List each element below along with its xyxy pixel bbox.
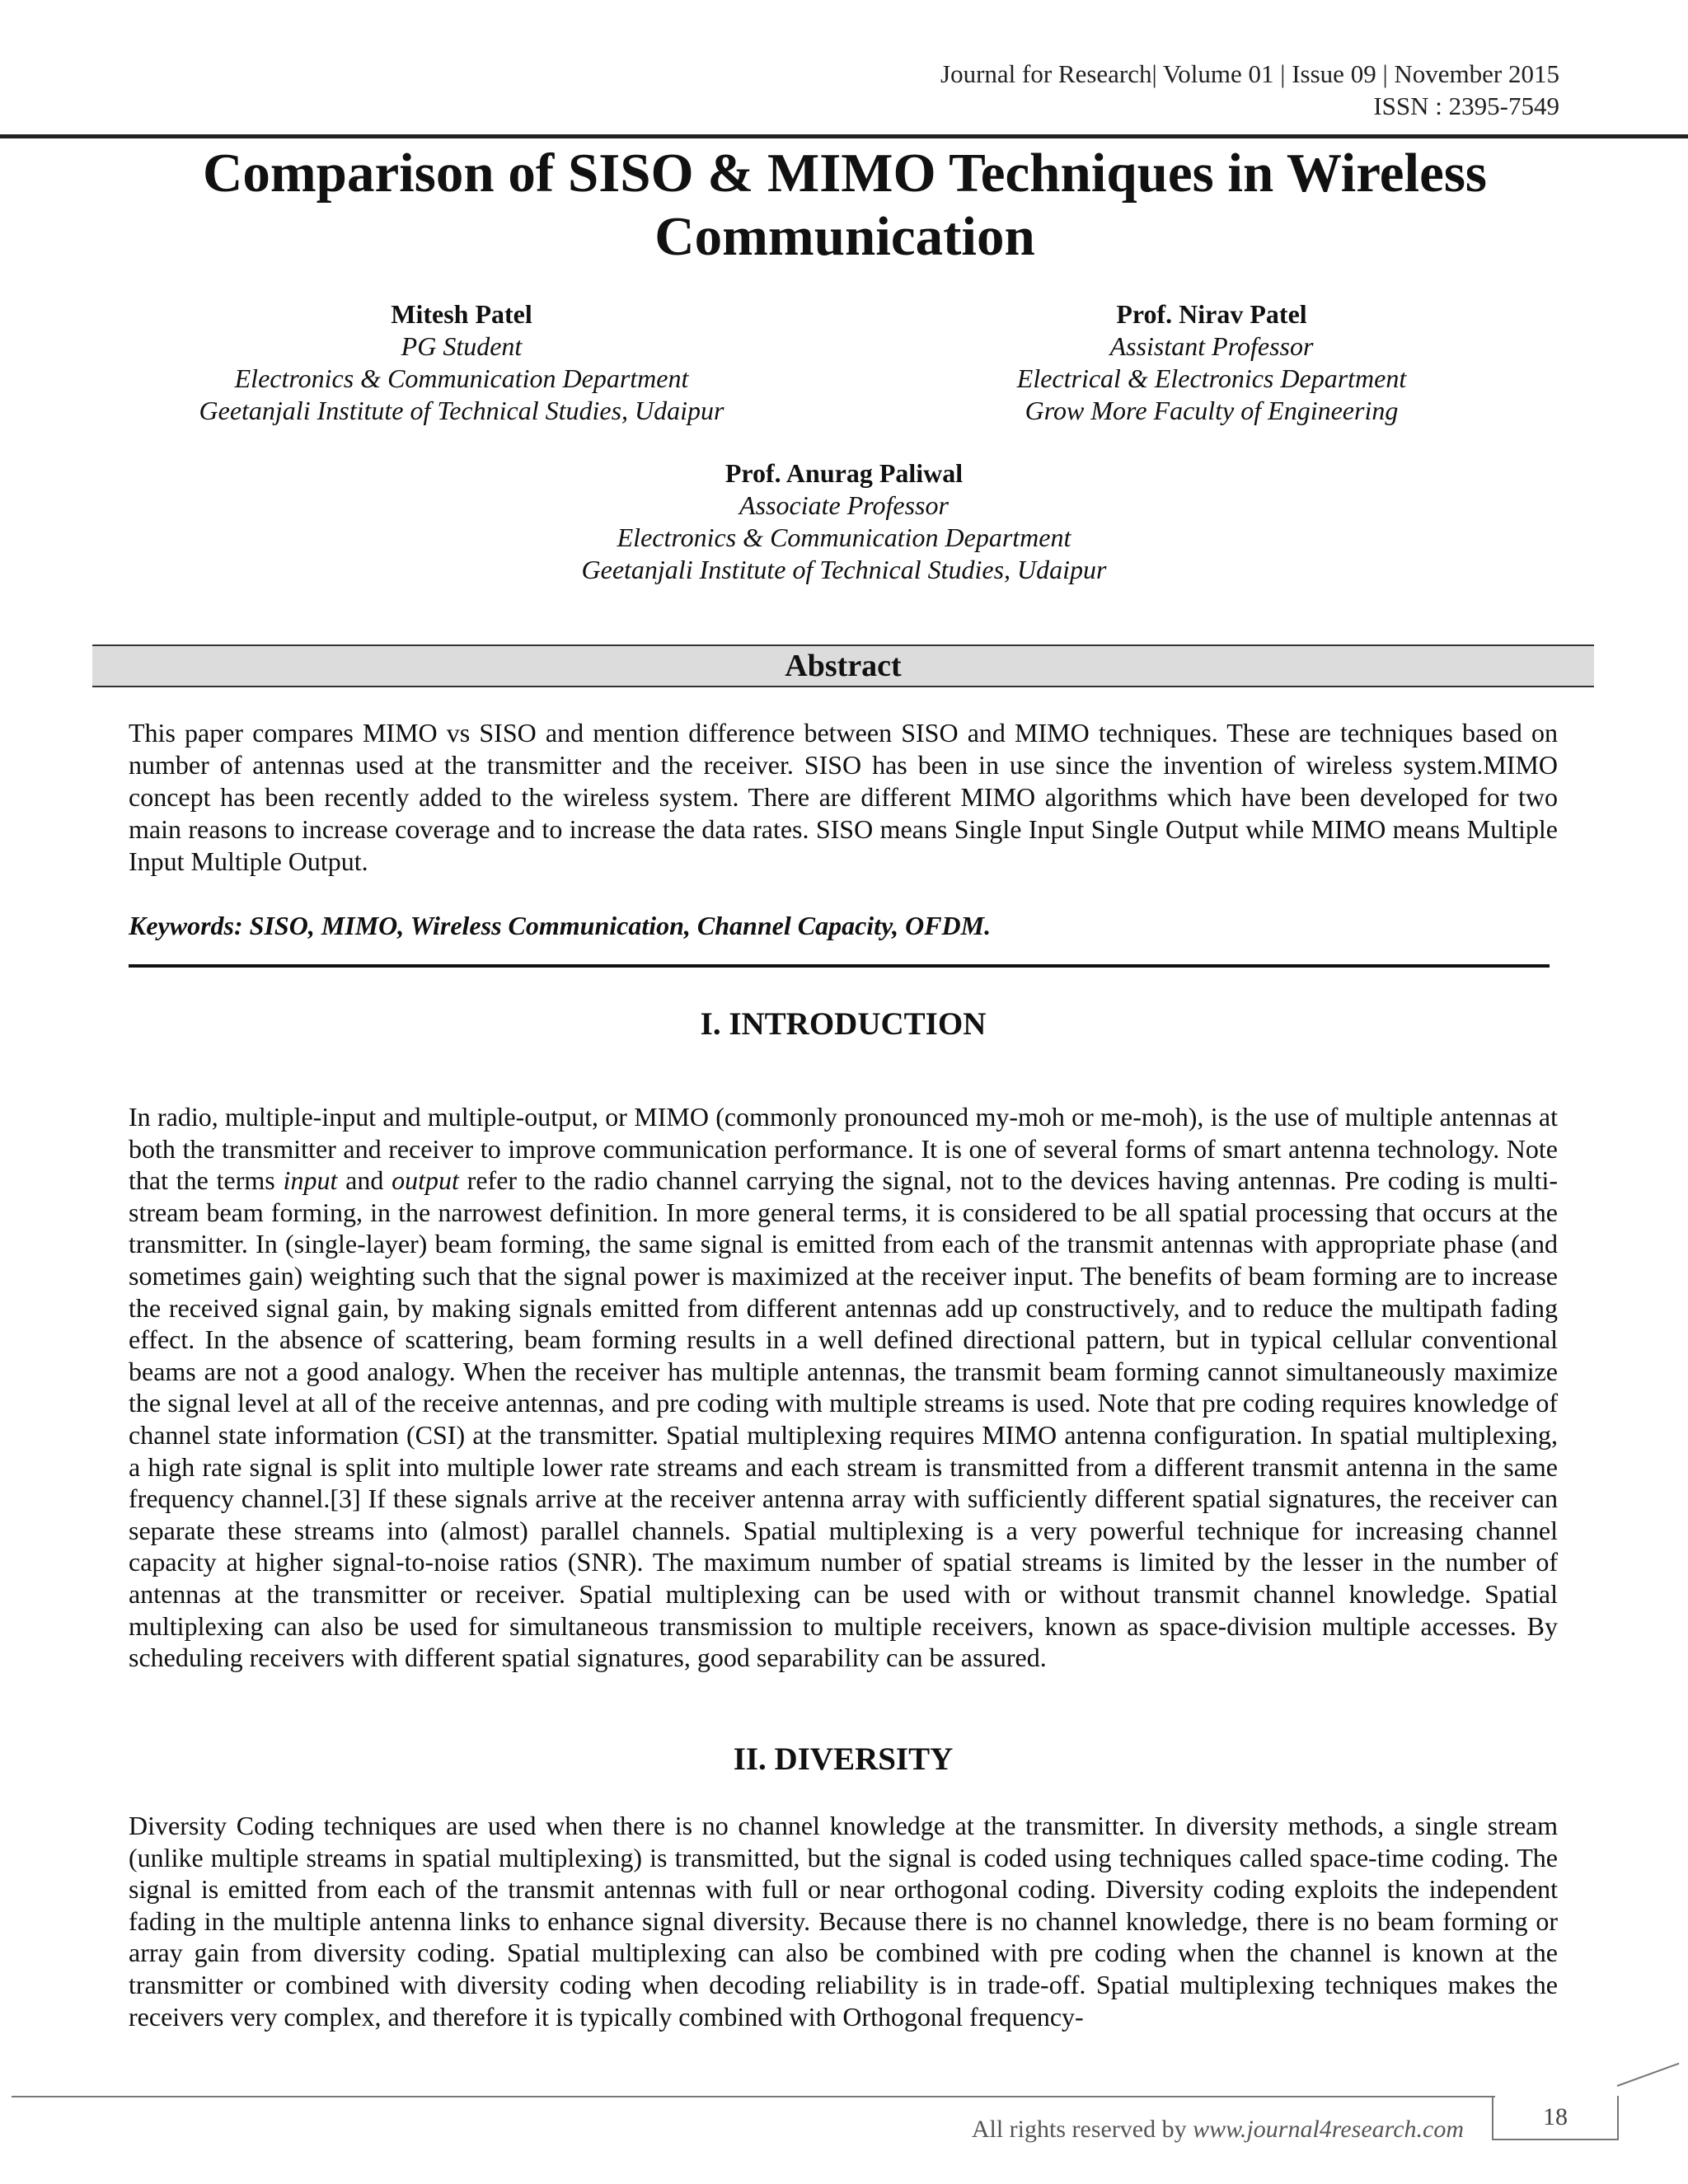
footer-rights — [972, 2115, 1464, 2144]
author-block-3 — [514, 457, 1174, 586]
term-input: input — [283, 1165, 338, 1196]
section-heading-diversity: II. DIVERSITY — [733, 1741, 954, 1777]
footer-corner-line — [1617, 2063, 1680, 2087]
author-department: Electrical & Electronics Department — [1016, 363, 1407, 393]
author-role: PG Student — [401, 331, 523, 361]
author-department: Electronics & Communication Department — [234, 363, 689, 393]
introduction-text-part-2: and — [337, 1165, 392, 1196]
author-block-1 — [132, 298, 791, 427]
diversity-paragraph: Diversity Coding techniques are used when there is no channel knowledge at the transmitter. In diversity methods, a single stream (unlike multiple streams in spatial multiplexing) is transmitted, but the signal is coded using techniques called space-time coding. The signal is emitted from each of the transmit antennas with full or near orthogonal coding. Diversity coding exploits the independent fading in the multiple antenna links to enhance signal diversity. Because there is no channel knowledge, there is no beam forming or array gain from diversity coding. Spatial multiplexing can also be combined with pre coding when the channel is known at the transmitter or combined with diversity coding when decoding reliability is in trade-off. Spatial multiplexing techniques makes the receivers very complex, and therefore it is typically combined with Orthogonal frequency- — [129, 1811, 1558, 2032]
paper-title-line-2: Communication — [654, 206, 1035, 267]
author-role: Assistant Professor — [1109, 331, 1314, 361]
author-role: Associate Professor — [739, 490, 949, 520]
journal-issue-line: Journal for Research| Volume 01 | Issue 09 | November 2015 — [940, 59, 1559, 88]
abstract-heading: Abstract — [92, 644, 1594, 687]
introduction-text-part-3: refer to the radio channel carrying the signal, not to the devices having antennas. Pre coding is multi-stream beam forming, in the narrowest definition. In more general terms, it is considered to be all spatial processing that occurs at the transmitter. In (single-layer) beam forming, the same signal is emitted from each of the transmit antennas with appropriate phase (and sometimes gain) weighting such that the signal power is maximized at the receiver input. The benefits of beam forming are to increase the received signal gain, by making signals emitted from different antennas add up constructively, and to reduce the multipath fading effect. In the absence of scattering, beam forming results in a well defined directional pattern, but in typical cellular conventional beams are not a good analogy. When the receiver has multiple antennas, the transmit beam forming cannot simultaneously maximize the signal level at all of the receive antennas, and pre coding with multiple streams is used. Note that pre coding requires knowledge of channel state information (CSI) at the transmitter. Spatial multiplexing requires MIMO antenna configuration. In spatial multiplexing, a high rate signal is split into multiple lower rate streams and each stream is transmitted from a different transmit antenna in the same frequency channel.[3] If these signals arrive at the receiver antenna array with sufficiently different spatial signatures, the receiver can separate these streams into (almost) parallel channels. Spatial multiplexing is a very powerful technique for increasing channel capacity at higher signal-to-noise ratios (SNR). The maximum number of spatial streams is limited by the lesser in the number of antennas at the transmitter or receiver. Spatial multiplexing can be used with or without transmit channel knowledge. Spatial multiplexing can also be used for simultaneous transmission to multiple receivers, known as space-division multiple accesses. By scheduling receivers with different spatial signatures, good separability can be assured. — [129, 1165, 1559, 1673]
header-divider — [0, 134, 1688, 138]
journal-header — [940, 58, 1559, 122]
author-name: Prof. Nirav Patel — [1116, 299, 1307, 329]
abstract-text: This paper compares MIMO vs SISO and mention difference between SISO and MIMO techniques. These are techniques based on number of antennas used at the transmitter and the receiver. SISO has been in use since the invention of wireless system.MIMO concept has been recently added to the wireless system. There are different MIMO algorithms which have been developed for two main reasons to increase coverage and to increase the data rates. SISO means Single Input Single Output while MIMO means Multiple Input Multiple Output. — [129, 718, 1558, 876]
footer-rights-text: All rights reserved by — [971, 2116, 1193, 2143]
section-heading-introduction: I. INTRODUCTION — [700, 1006, 987, 1042]
introduction-paragraph — [129, 1101, 1558, 1674]
keywords-divider — [129, 964, 1550, 968]
paper-title-line-1: Comparison of SISO & MIMO Techniques in Wireless — [202, 143, 1487, 204]
term-output: output — [392, 1165, 459, 1196]
author-name: Mitesh Patel — [391, 299, 532, 329]
author-block-2 — [894, 298, 1529, 427]
author-institution: Grow More Faculty of Engineering — [1025, 396, 1399, 425]
paper-title — [107, 142, 1582, 269]
author-name: Prof. Anurag Paliwal — [724, 458, 964, 488]
author-institution: Geetanjali Institute of Technical Studies, Udaipur — [581, 555, 1107, 584]
journal-website-link[interactable]: www.journal4research.com — [1193, 2116, 1464, 2143]
author-institution: Geetanjali Institute of Technical Studies, Udaipur — [199, 396, 724, 425]
author-department: Electronics & Communication Department — [617, 523, 1071, 552]
footer-divider — [12, 2096, 1495, 2097]
issn-line: ISSN : 2395-7549 — [1373, 91, 1559, 120]
page-number: 18 — [1492, 2096, 1619, 2140]
keywords-line: Keywords: SISO, MIMO, Wireless Communication, Channel Capacity, OFDM. — [129, 911, 992, 940]
introduction-text-part-1: In radio, multiple-input and multiple-output, or MIMO (commonly pronounced my-moh or me-moh), is the use of multiple antennas at both the transmitter and receiver to improve communication performance. It is one of several forms of smart antenna technology. Note that the terms — [129, 1102, 1558, 1196]
